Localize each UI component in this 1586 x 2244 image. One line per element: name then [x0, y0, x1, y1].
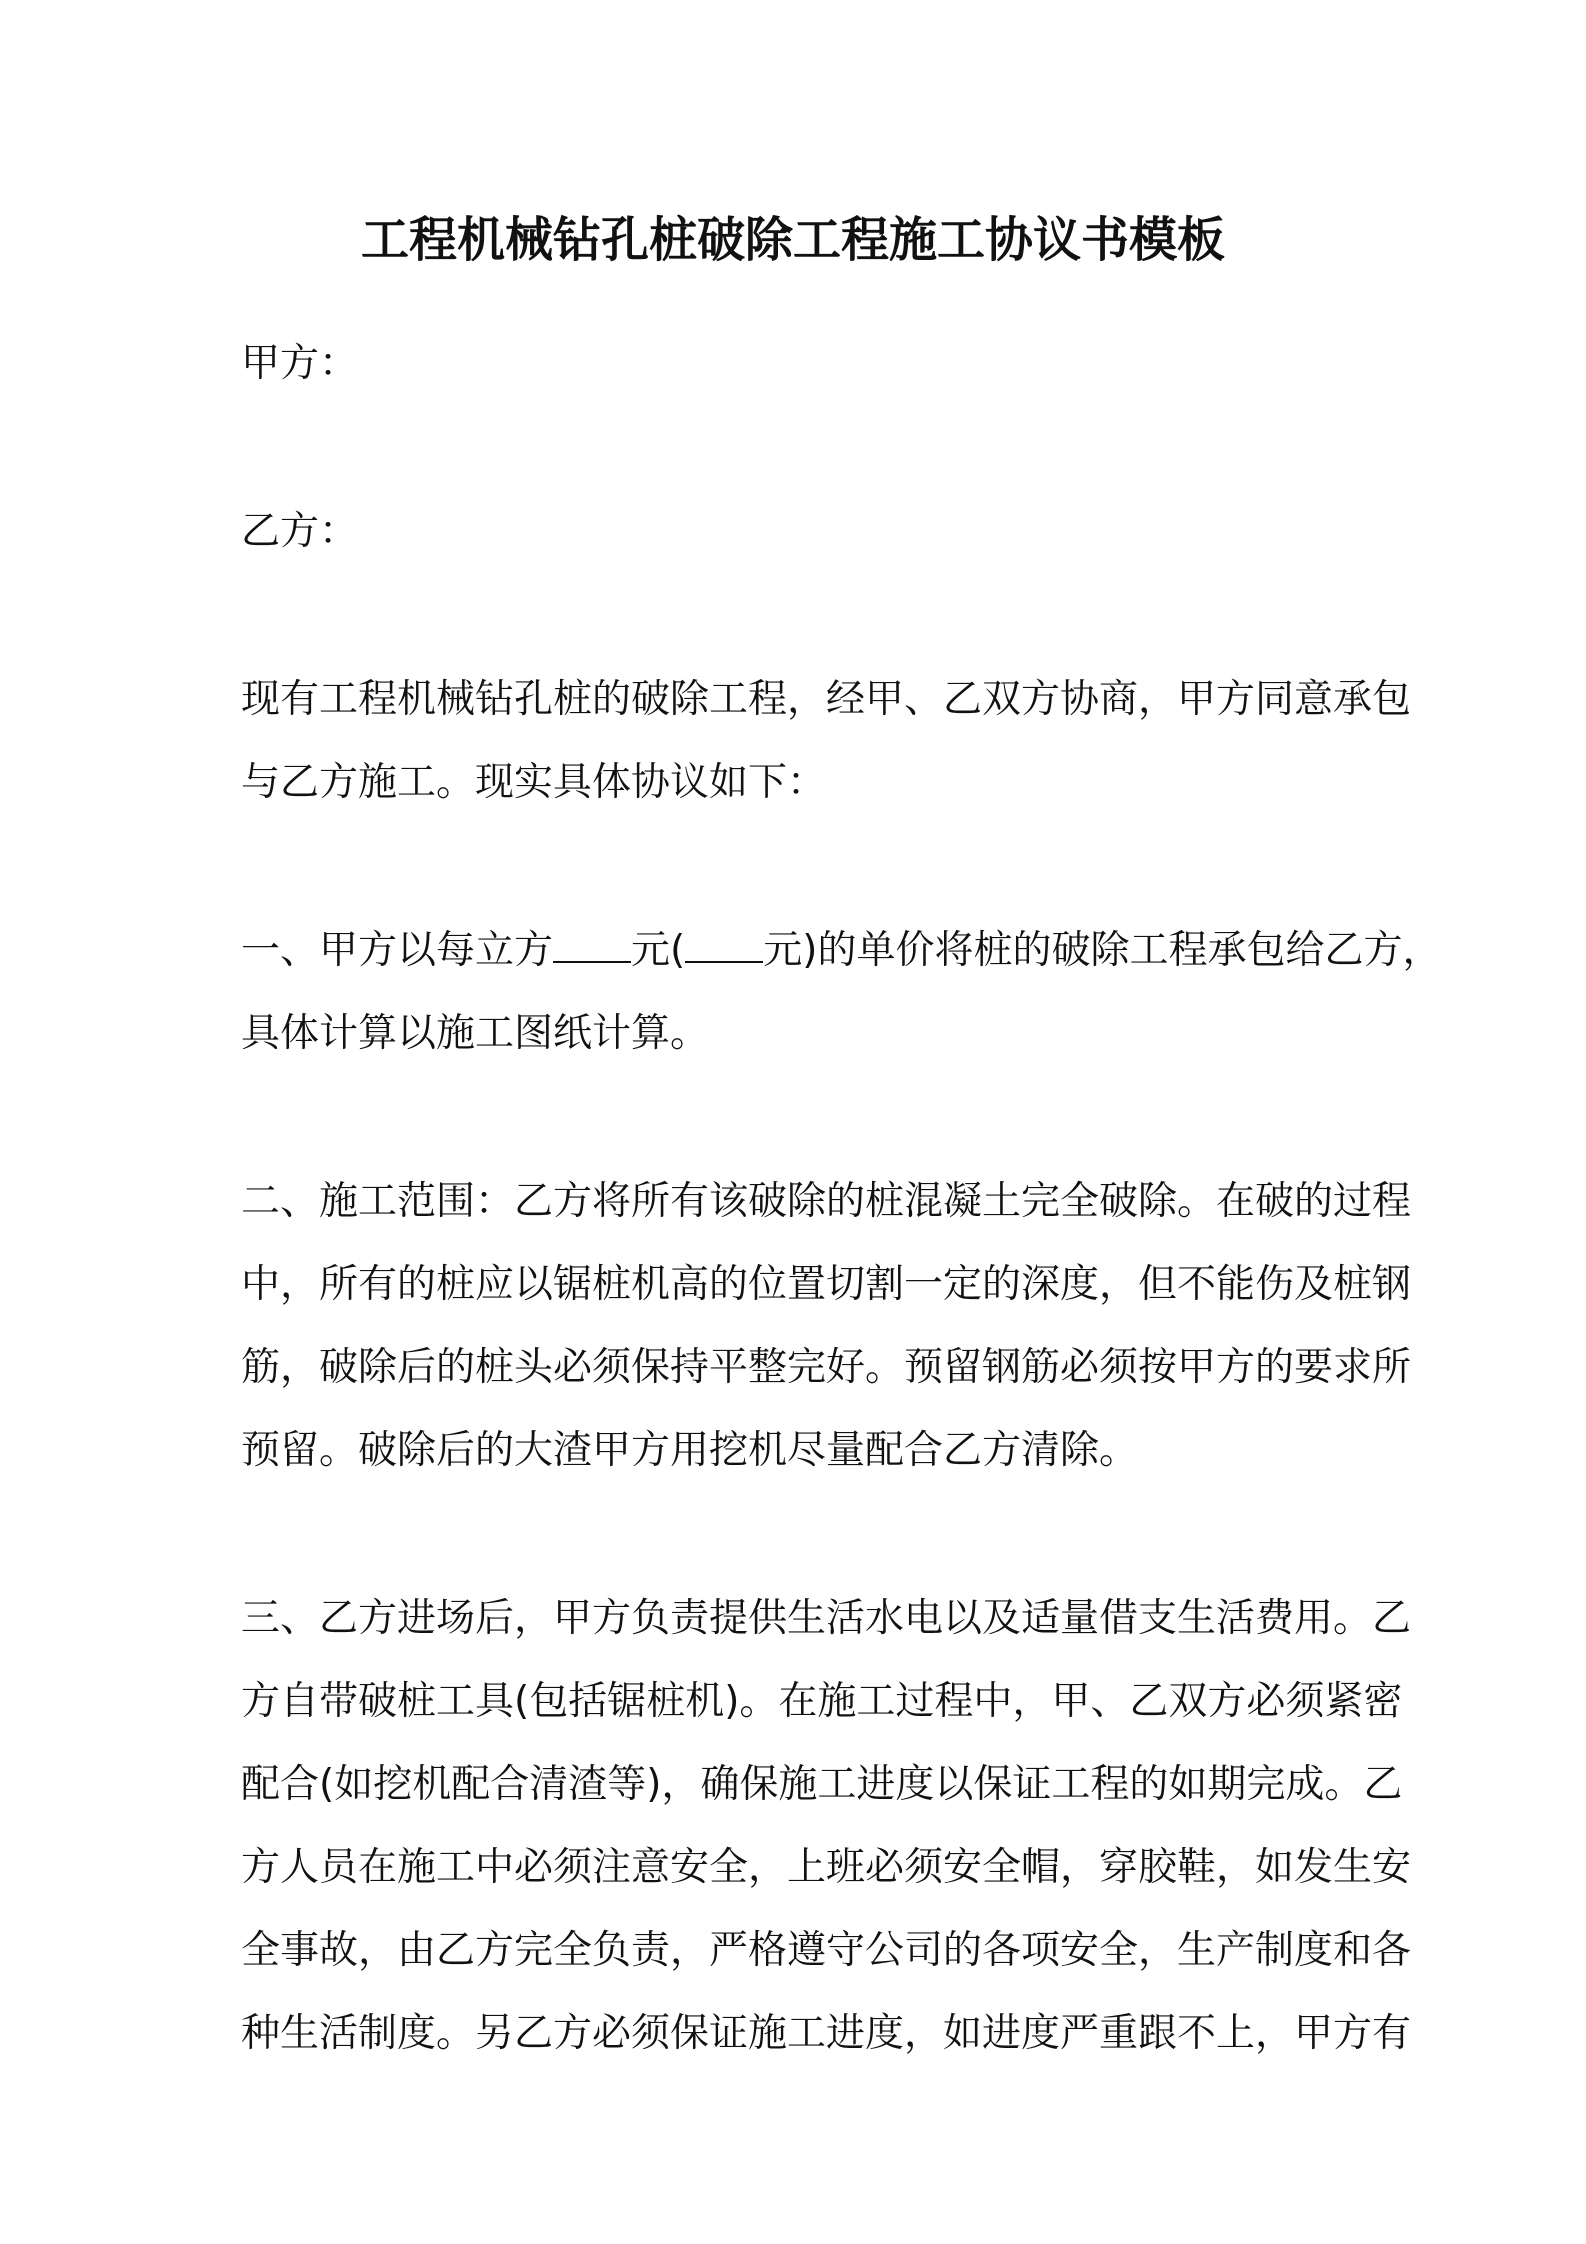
- clause-3-line-3: 配合(如挖机配合清渣等)，确保施工进度以保证工程的如期完成。乙: [241, 1762, 1403, 1807]
- document-title: 工程机械钻孔桩破除工程施工协议书模板: [360, 212, 1225, 268]
- clause-1-paragraph: [241, 909, 1442, 1075]
- clause-1-text-c: 元)的单价将桩的破除工程承包给乙方，: [763, 928, 1442, 973]
- clause-2-paragraph: [241, 1160, 1412, 1492]
- clause-3-line-4: 方人员在施工中必须注意安全，上班必须安全帽，穿胶鞋，如发生安: [241, 1845, 1412, 1890]
- clause-1-text-a: 一、甲方以每立方: [241, 928, 554, 973]
- clause-2-line-4: 预留。破除后的大渣甲方用挖机尽量配合乙方清除。: [241, 1428, 1139, 1473]
- clause-2-line-1: 二、施工范围：乙方将所有该破除的桩混凝土完全破除。在破的过程: [241, 1179, 1412, 1224]
- unit-price-uppercase-blank: [685, 927, 763, 963]
- unit-price-blank: [553, 927, 631, 963]
- party-b-label: 乙方：: [241, 509, 359, 554]
- clause-1-line-2: 具体计算以施工图纸计算。: [241, 1011, 710, 1056]
- intro-line-1: 现有工程机械钻孔桩的破除工程，经甲、乙双方协商，甲方同意承包: [241, 677, 1412, 722]
- clause-3-line-6: 种生活制度。另乙方必须保证施工进度，如进度严重跟不上，甲方有: [241, 2011, 1412, 2056]
- clause-1-line-1: [241, 909, 1442, 992]
- clause-3-paragraph: [241, 1577, 1412, 2075]
- intro-paragraph: [241, 658, 1412, 824]
- clause-2-line-3: 筋，破除后的桩头必须保持平整完好。预留钢筋必须按甲方的要求所: [241, 1345, 1412, 1390]
- clause-2-line-2: 中，所有的桩应以锯桩机高的位置切割一定的深度，但不能伤及桩钢: [241, 1262, 1412, 1307]
- clause-3-line-1: 三、乙方进场后，甲方负责提供生活水电以及适量借支生活费用。乙: [241, 1596, 1412, 1641]
- clause-3-line-2: 方自带破桩工具(包括锯桩机)。在施工过程中，甲、乙双方必须紧密: [241, 1679, 1403, 1724]
- party-a-label: 甲方：: [241, 341, 359, 386]
- clause-1-text-b: 元(: [631, 928, 686, 973]
- clause-3-line-5: 全事故，由乙方完全负责，严格遵守公司的各项安全，生产制度和各: [241, 1928, 1412, 1973]
- intro-line-2: 与乙方施工。现实具体协议如下：: [241, 760, 827, 805]
